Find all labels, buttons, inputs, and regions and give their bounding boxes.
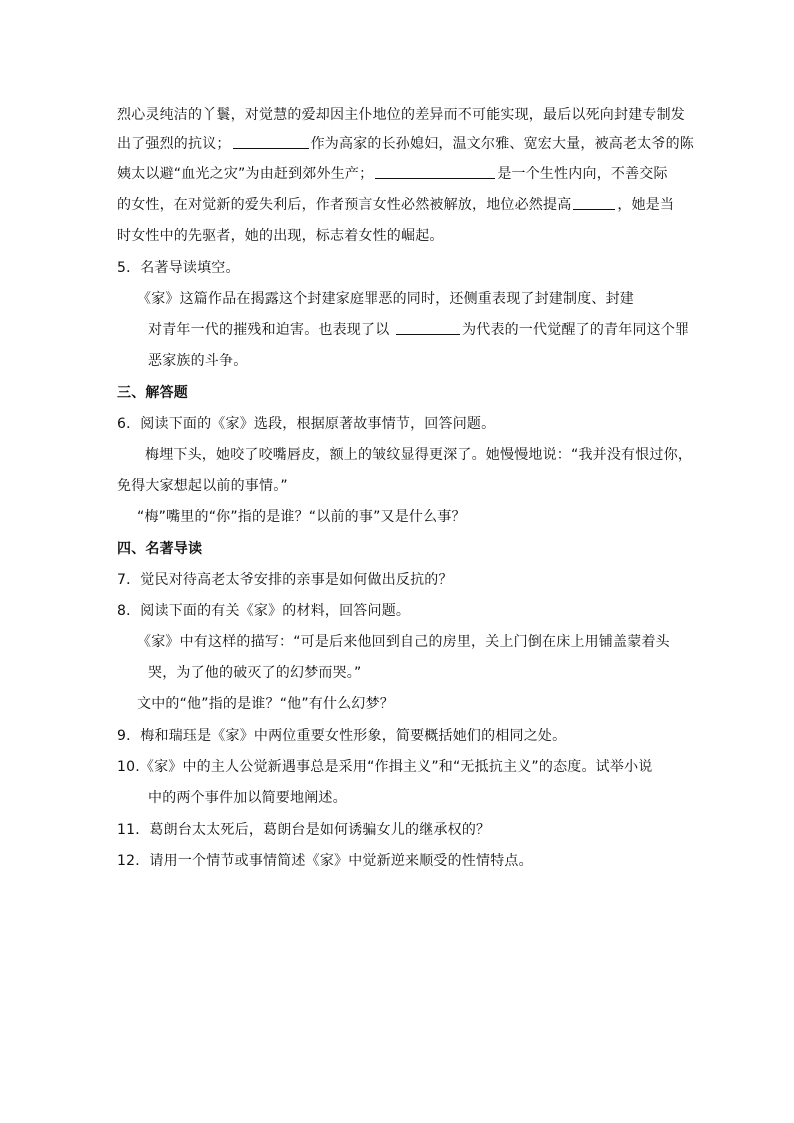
q4-line-5: 时女性中的先驱者，她的出现，标志着女性的崛起。 (117, 228, 444, 244)
q5-line-1: 《家》这篇作品在揭露这个封建家庭罪恶的同时，还侧重表现了封建制度、封建 (137, 291, 634, 307)
q4-line-2: 出了强烈的抗议； 作为高家的长孙媳妇，温文尔雅、宽宏大量，被高老太爷的陈 (117, 136, 695, 152)
section-heading-3: 三、解答题 (117, 385, 188, 401)
q6-passage-1: 梅埋下头，她咬了咬嘴唇皮，额上的皱纹显得更深了。她慢慢地说：“我并没有恨过你， (145, 447, 693, 463)
q8-line-1: 《家》中有这样的描写：“可是后来他回到自己的房里，关上门倒在床上用铺盖蒙着头 (137, 634, 670, 650)
answer-blank[interactable] (233, 134, 309, 149)
answer-blank[interactable] (573, 195, 615, 210)
q7: 7．觉民对待高老太爷安排的亲事是如何做出反抗的？ (117, 572, 453, 588)
q4-line-1: 烈心灵纯洁的丫鬟，对觉慧的爱却因主仆地位的差异而不可能实现，最后以死向封建专制发 (117, 107, 685, 123)
q5-line-3: 恶家族的斗争。 (148, 353, 248, 369)
q4-line-4: 的女性，在对觉新的爱失利后，作者预言女性必然被解放，地位必然提高 ，她是当 (117, 197, 675, 213)
q12: 12．请用一个情节或事情简述《家》中觉新逆来顺受的性情特点。 (117, 853, 533, 869)
section-heading-4: 四、名著导读 (117, 541, 203, 557)
answer-blank[interactable] (375, 164, 495, 179)
q9: 9．梅和瑞珏是《家》中两位重要女性形象，简要概括她们的相同之处。 (117, 728, 567, 744)
q6-title: 6．阅读下面的《家》选段，根据原著故事情节，回答问题。 (117, 416, 496, 432)
q4-line-3: 姨太以避“血光之灾”为由赶到郊外生产； 是一个生性内向，不善交际 (117, 166, 668, 182)
q10-line-1: 10.《家》中的主人公觉新遇事总是采用“作揖主义”和“无抵抗主义”的态度。试举小说 (117, 759, 653, 775)
q8-title: 8．阅读下面的有关《家》的材料，回答问题。 (117, 603, 411, 619)
q5-line-2: 对青年一代的摧残和迫害。也表现了以 为代表的一代觉醒了的青年同这个罪 (148, 322, 690, 338)
q6-passage-2: 免得大家想起以前的事情。” (117, 478, 288, 494)
q10-line-2: 中的两个事件加以简要地阐述。 (148, 790, 347, 806)
q5-title: 5．名著导读填空。 (117, 260, 240, 276)
q8-line-2: 哭，为了他的破灭了的幻梦而哭。” (148, 665, 362, 681)
q6-question: “梅”嘴里的“你”指的是谁？“以前的事”又是什么事？ (137, 509, 466, 525)
q8-line-3: 文中的“他”指的是谁？“他”有什么幻梦？ (137, 696, 395, 712)
q11: 11．葛朗台太太死后，葛朗台是如何诱骗女儿的继承权的？ (117, 822, 491, 838)
answer-blank[interactable] (396, 320, 460, 335)
